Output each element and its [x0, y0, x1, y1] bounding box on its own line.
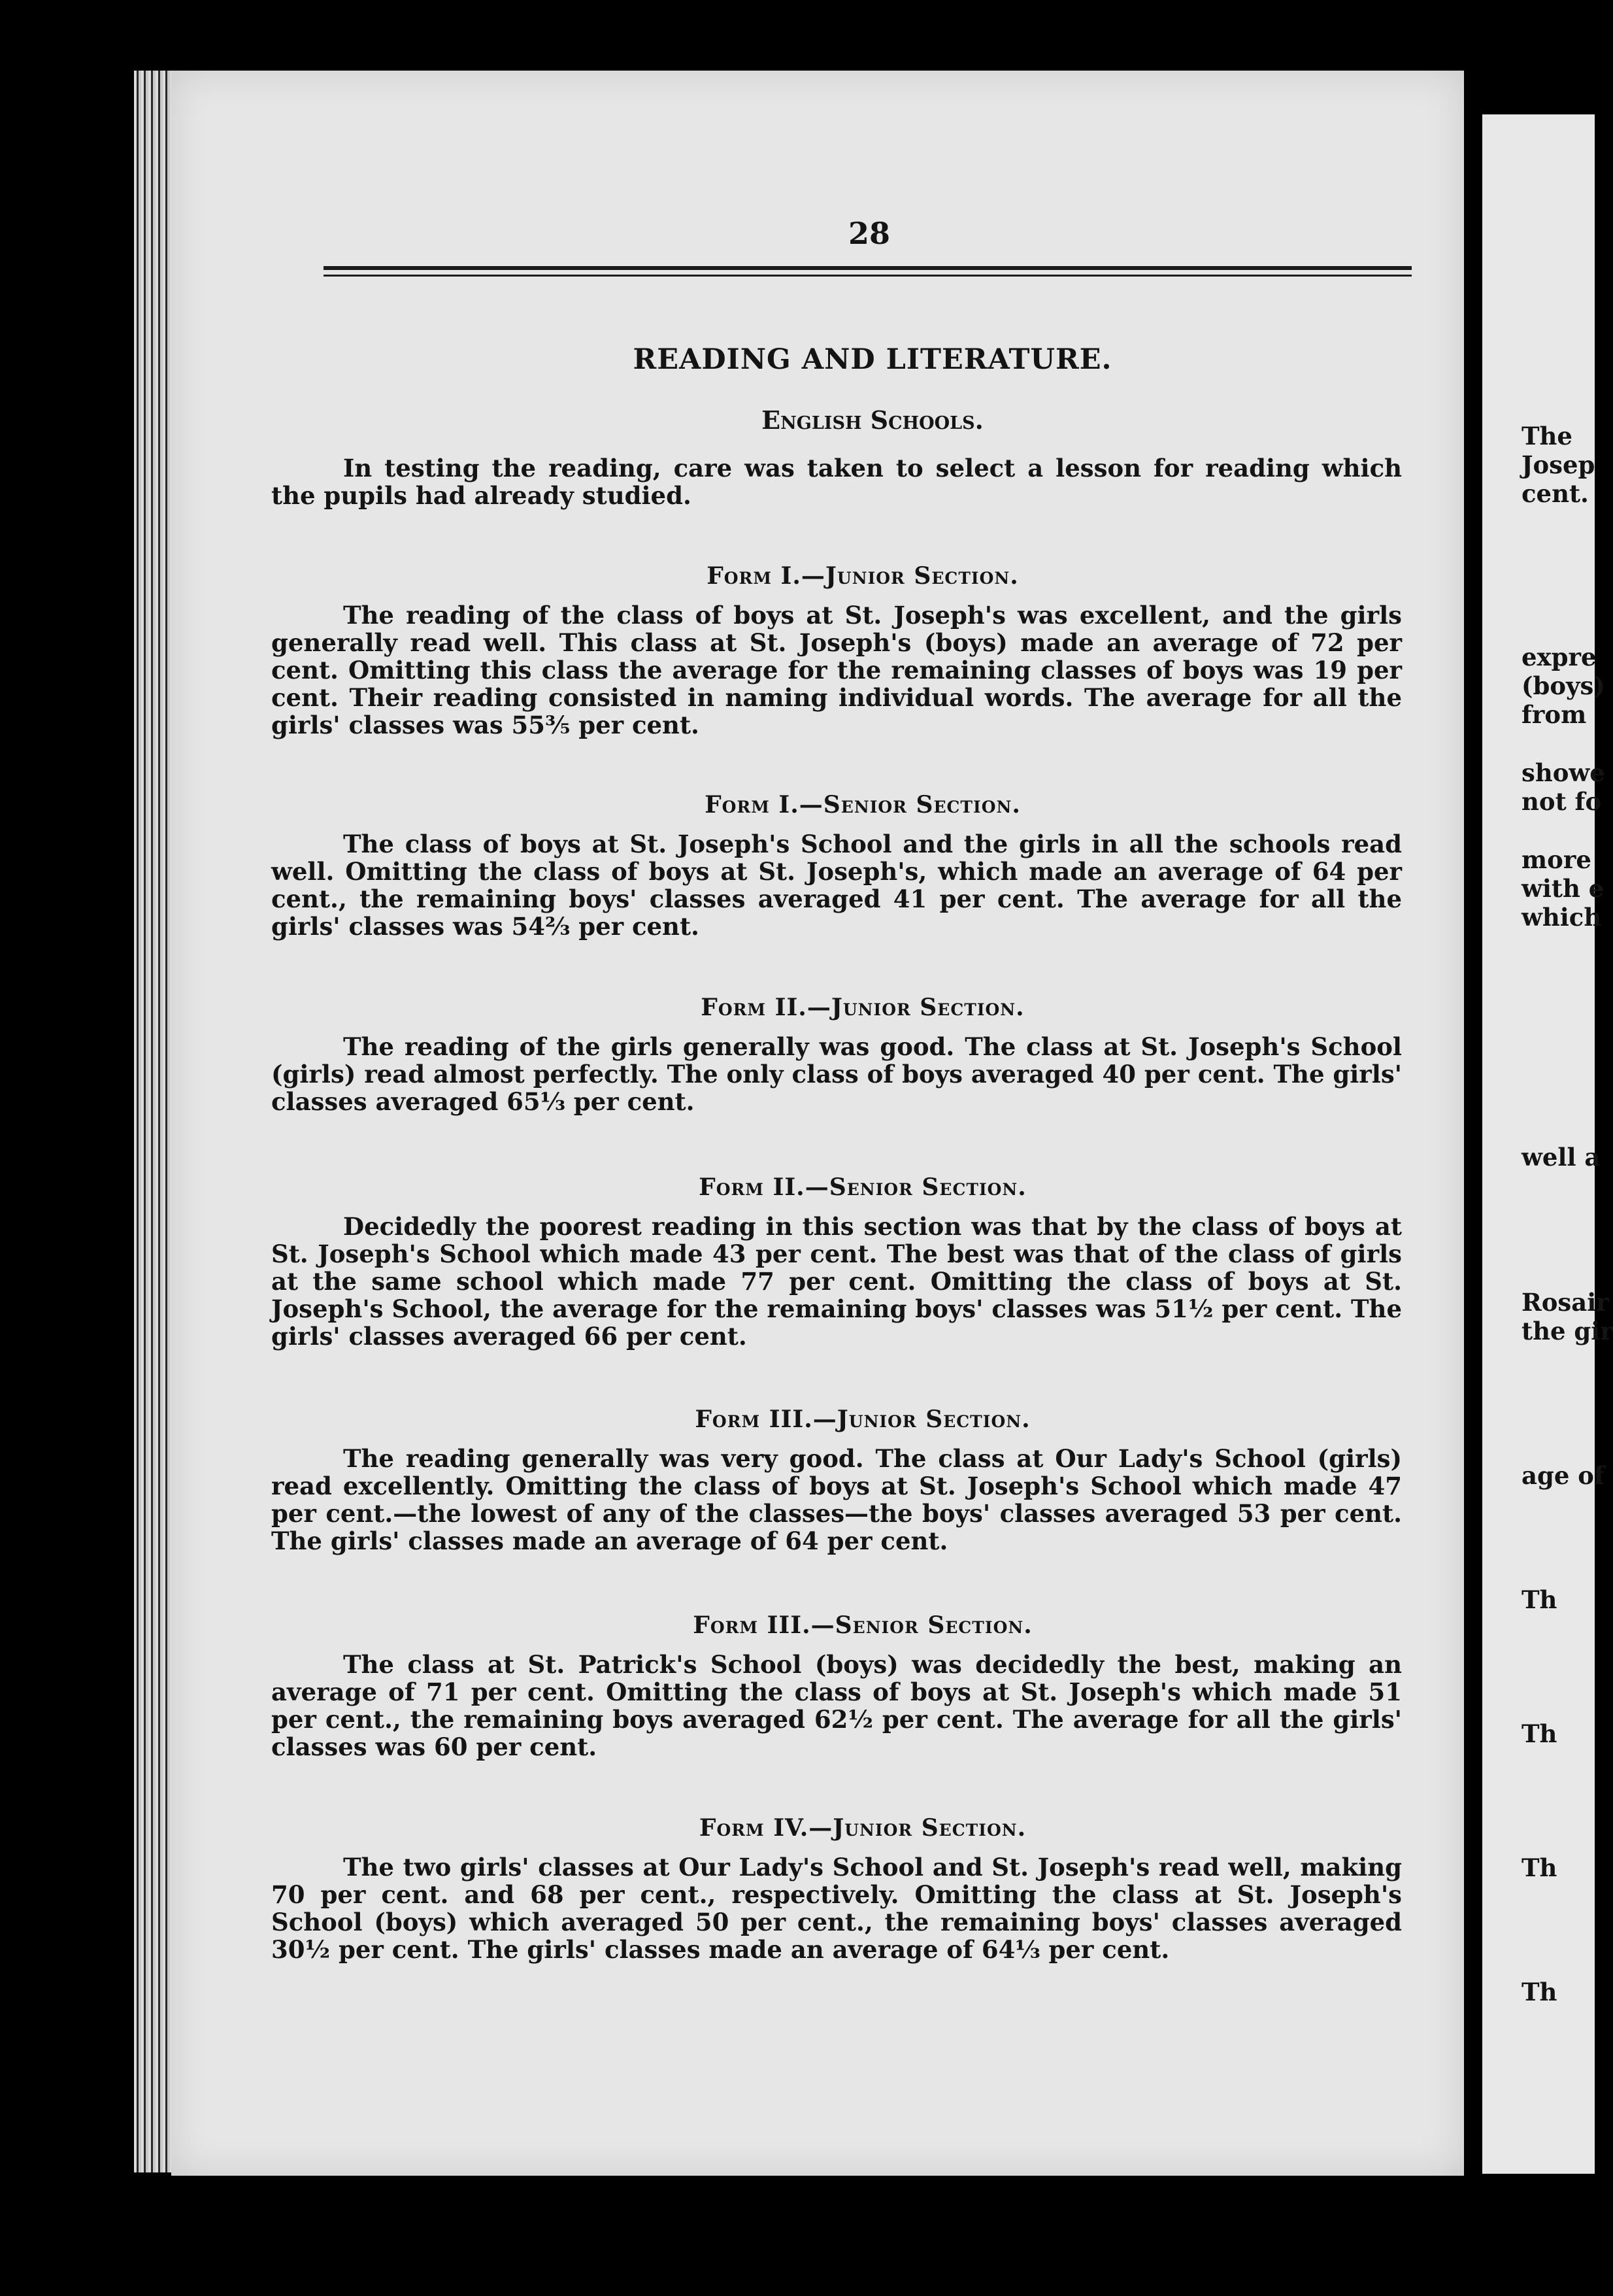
section-paragraph: Decidedly the poorest reading in this section was that by the class of boys at St. Joseph's School which made 43 per cent. The best was that of the class of girls at the same school which made 77 per cent. Omitting the class of boys at St. Joseph's School, the average for the remaining boys' classes was 51½ per cent. The girls' classes averaged 66 per cent. [271, 1212, 1402, 1351]
page-number: 28 [848, 216, 890, 251]
adjacent-line: Th [1522, 1585, 1557, 1614]
section-paragraph: The reading of the girls generally was good. The class at St. Joseph's School (girls) read almost perfectly. The only class of boys averaged 40 per cent. The girls' classes averaged 65⅓ per cent. [271, 1032, 1403, 1116]
adjacent-line: showe [1522, 758, 1605, 787]
section-heading: Form III.—Junior Section. [695, 1406, 1031, 1433]
section-heading: Form II.—Senior Section. [699, 1173, 1027, 1201]
adjacent-line: well a [1522, 1143, 1601, 1172]
adjacent-line: age of [1522, 1461, 1605, 1490]
section-paragraph: The class at St. Patrick's School (boys) was decidedly the best, making an average of 71 per cent. Omitting the class of boys at St. Joseph's which made 51 per cent., the remaining boys averaged 62½ per cent. The average for all the girls' classes was 60 per cent. [271, 1650, 1402, 1761]
adjacent-line: which [1522, 903, 1602, 932]
adjacent-line: more [1522, 845, 1591, 874]
adjacent-line: The [1522, 422, 1572, 450]
intro-paragraph: In testing the reading, care was taken to select a lesson for reading which the pupils had already studied. [271, 454, 1402, 510]
section-heading: Form III.—Senior Section. [693, 1612, 1033, 1639]
adjacent-line: Josep [1522, 450, 1595, 479]
adjacent-page [1482, 114, 1613, 2174]
header-rule-thin [324, 275, 1412, 277]
page-edge [134, 71, 173, 2172]
section-paragraph: The class of boys at St. Joseph's School and the girls in all the schools read well. Omitting the class of boys at St. Joseph's, which made an average of 64 per cent., the remaining boys' classes averaged 41 per cent. The average for all the girls' classes was 54⅔ per cent. [271, 830, 1402, 941]
header-rule [324, 266, 1412, 270]
adjacent-line: the gir [1522, 1317, 1613, 1345]
section-heading: Form I.—Senior Section. [705, 791, 1021, 819]
adjacent-line: Th [1522, 1978, 1557, 2006]
adjacent-line: not fo [1522, 787, 1602, 816]
section-heading: Form II.—Junior Section. [701, 994, 1025, 1021]
adjacent-line: Th [1522, 1853, 1557, 1882]
adjacent-line: (boys) [1522, 671, 1605, 700]
section-heading: Form I.—Junior Section. [707, 562, 1019, 590]
sub-heading: English Schools. [761, 405, 984, 435]
section-paragraph: The two girls' classes at Our Lady's School and St. Joseph's read well, making 70 per cent. and 68 per cent., respectively. Omitting the class at St. Joseph's School (boys) which averaged 50 per cent., the remaining boys' classes averaged 30½ per cent. The girls' classes made an average of 64⅓ per cent. [271, 1853, 1402, 1964]
main-heading: READING AND LITERATURE. [633, 343, 1112, 376]
section-heading: Form IV.—Junior Section. [699, 1814, 1027, 1842]
section-paragraph: The reading of the class of boys at St. Joseph's was excellent, and the girls generally read well. This class at St. Joseph's (boys) made an average of 72 per cent. Omitting this class the average for the remaining classes of boys was 19 per cent. Their reading consisted in naming individual words. The average for all the girls' classes was 55⅗ per cent. [271, 601, 1402, 739]
adjacent-line: Th [1522, 1719, 1557, 1748]
adjacent-line: from [1522, 700, 1587, 729]
adjacent-line: cent. [1522, 479, 1589, 508]
adjacent-line: Rosair [1522, 1288, 1609, 1317]
section-paragraph: The reading generally was very good. The class at Our Lady's School (girls) read excellently. Omitting the class of boys at St. Joseph's School which made 47 per cent.—the lowest of any of the classes—the boys' classes averaged 53 per cent. The girls' classes made an average of 64 per cent. [271, 1444, 1402, 1555]
adjacent-line: expre [1522, 643, 1597, 671]
adjacent-line: with e [1522, 874, 1605, 903]
